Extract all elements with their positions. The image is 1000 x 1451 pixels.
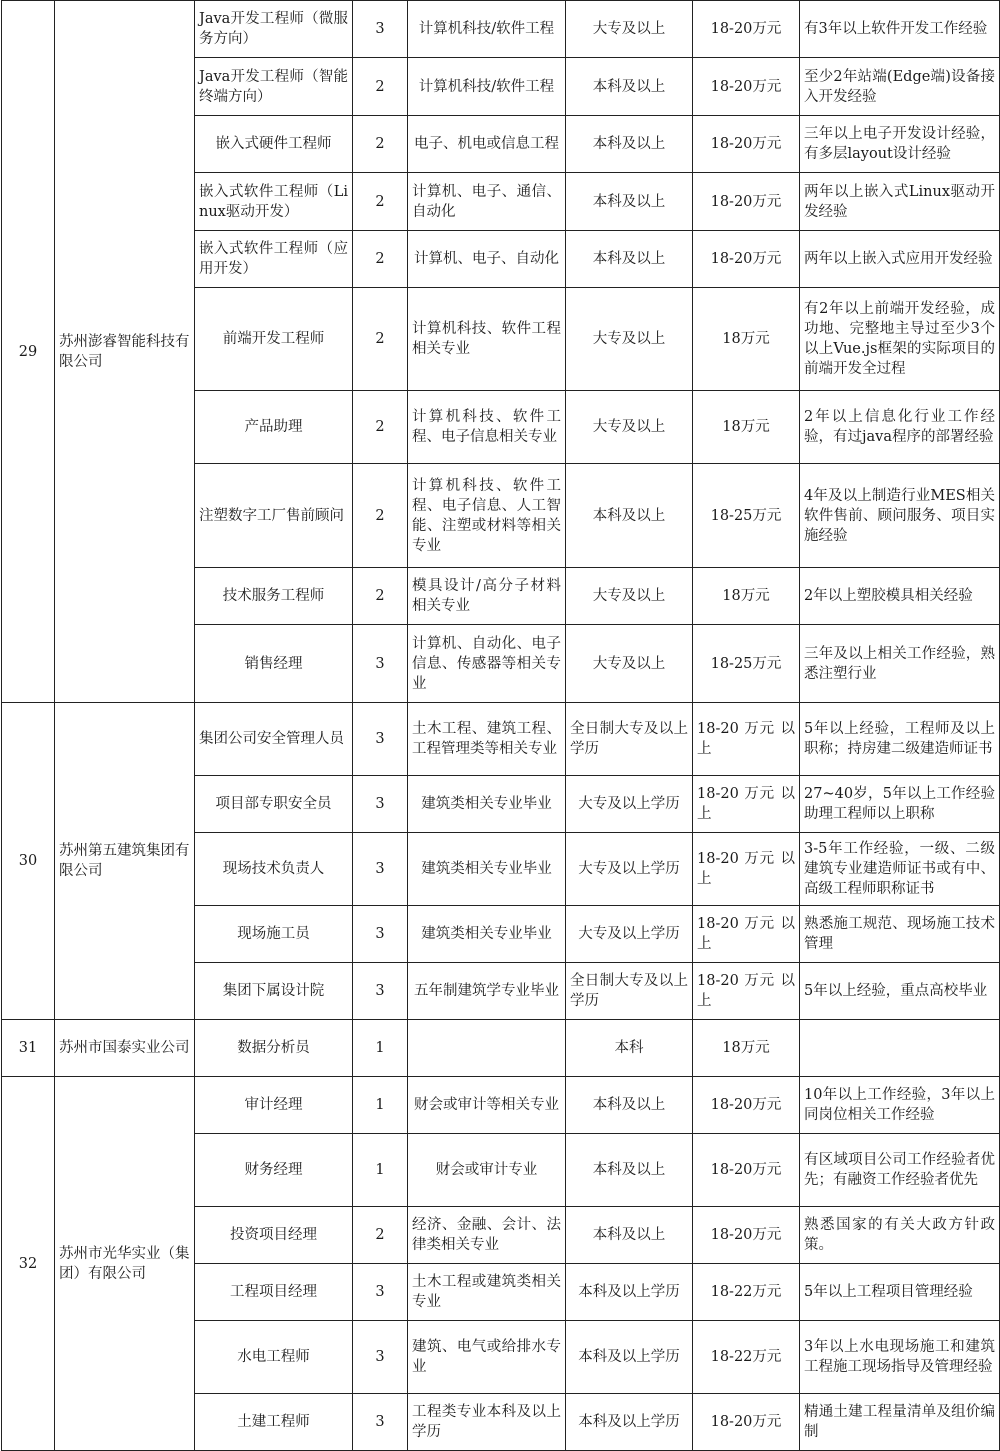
major-cell: [408, 1020, 566, 1077]
salary-cell: 18万元: [693, 1020, 800, 1077]
major-cell: 五年制建筑学专业毕业: [408, 963, 566, 1020]
major-cell: 建筑类相关专业毕业: [408, 776, 566, 833]
job-listing-table: [1, 0, 1000, 1451]
requirement-cell: 熟悉国家的有关大政方针政策。: [800, 1207, 1000, 1264]
position-cell: 水电工程师: [195, 1321, 353, 1394]
salary-cell: 18-20万元: [693, 1, 800, 58]
education-cell: 本科及以上: [566, 1207, 693, 1264]
requirement-cell: 两年以上嵌入式应用开发经验: [800, 231, 1000, 288]
salary-cell: 18-20万元: [693, 1134, 800, 1207]
headcount-cell: 3: [353, 963, 408, 1020]
major-cell: 财会或审计等相关专业: [408, 1077, 566, 1134]
position-cell: 嵌入式软件工程师（应用开发）: [195, 231, 353, 288]
requirement-cell: 3年以上水电现场施工和建筑工程施工现场指导及管理经验: [800, 1321, 1000, 1394]
requirement-cell: 精通土建工程量清单及组价编制: [800, 1394, 1000, 1451]
major-cell: 模具设计/高分子材料相关专业: [408, 568, 566, 625]
major-cell: 计算机科技/软件工程: [408, 58, 566, 116]
company-number-cell: 32: [2, 1077, 55, 1451]
salary-cell: 18-20万元: [693, 116, 800, 173]
company-name-cell: 苏州市国泰实业公司: [55, 1020, 195, 1077]
requirement-cell: 27~40岁，5年以上工作经验助理工程师以上职称: [800, 776, 1000, 833]
salary-cell: 18-20万元: [693, 173, 800, 231]
education-cell: 大专及以上学历: [566, 833, 693, 906]
education-cell: 大专及以上: [566, 568, 693, 625]
headcount-cell: 2: [353, 1207, 408, 1264]
education-cell: 本科及以上学历: [566, 1321, 693, 1394]
salary-cell: 18-20 万元 以上: [693, 703, 800, 776]
position-cell: 产品助理: [195, 391, 353, 464]
position-cell: Java开发工程师（智能终端方向）: [195, 58, 353, 116]
headcount-cell: 3: [353, 833, 408, 906]
headcount-cell: 3: [353, 1394, 408, 1451]
major-cell: 财会或审计专业: [408, 1134, 566, 1207]
requirement-cell: 三年以上电子开发设计经验，有多层layout设计经验: [800, 116, 1000, 173]
table-body: [2, 1, 1000, 1451]
salary-cell: 18-20万元: [693, 1394, 800, 1451]
education-cell: 大专及以上学历: [566, 776, 693, 833]
requirement-cell: 两年以上嵌入式Linux驱动开发经验: [800, 173, 1000, 231]
headcount-cell: 3: [353, 625, 408, 703]
major-cell: 建筑、电气或给排水专业: [408, 1321, 566, 1394]
company-number-cell: 30: [2, 703, 55, 1020]
headcount-cell: 2: [353, 464, 408, 568]
salary-cell: 18-22万元: [693, 1264, 800, 1321]
headcount-cell: 3: [353, 776, 408, 833]
position-cell: 销售经理: [195, 625, 353, 703]
company-name-cell: 苏州市光华实业（集团）有限公司: [55, 1077, 195, 1451]
company-number-cell: 31: [2, 1020, 55, 1077]
company-name-cell: 苏州第五建筑集团有限公司: [55, 703, 195, 1020]
headcount-cell: 2: [353, 568, 408, 625]
table-row: [2, 703, 1000, 776]
company-name-cell: 苏州澎睿智能科技有限公司: [55, 1, 195, 703]
position-cell: 注塑数字工厂售前顾问: [195, 464, 353, 568]
requirement-cell: 有2年以上前端开发经验，成功地、完整地主导过至少3个以上Vue.js框架的实际项目的前端开发全过程: [800, 288, 1000, 391]
education-cell: 本科及以上: [566, 173, 693, 231]
requirement-cell: 有区域项目公司工作经验者优先；有融资工作经验者优先: [800, 1134, 1000, 1207]
major-cell: 建筑类相关专业毕业: [408, 833, 566, 906]
headcount-cell: 3: [353, 1, 408, 58]
major-cell: 计算机科技/软件工程: [408, 1, 566, 58]
major-cell: 电子、机电或信息工程: [408, 116, 566, 173]
position-cell: 现场施工员: [195, 906, 353, 963]
salary-cell: 18-20万元: [693, 1207, 800, 1264]
education-cell: 本科及以上: [566, 231, 693, 288]
position-cell: 现场技术负责人: [195, 833, 353, 906]
salary-cell: 18-20 万元 以上: [693, 963, 800, 1020]
position-cell: 项目部专职安全员: [195, 776, 353, 833]
salary-cell: 18-20 万元 以上: [693, 776, 800, 833]
position-cell: 审计经理: [195, 1077, 353, 1134]
education-cell: 大专及以上: [566, 1, 693, 58]
salary-cell: 18-25万元: [693, 625, 800, 703]
major-cell: 计算机科技、软件工程相关专业: [408, 288, 566, 391]
major-cell: 计算机、电子、自动化: [408, 231, 566, 288]
requirement-cell: 三年及以上相关工作经验，熟悉注塑行业: [800, 625, 1000, 703]
major-cell: 计算机科技、软件工程、电子信息、人工智能、注塑或材料等相关专业: [408, 464, 566, 568]
salary-cell: 18万元: [693, 288, 800, 391]
table-row: [2, 1077, 1000, 1134]
position-cell: 嵌入式硬件工程师: [195, 116, 353, 173]
requirement-cell: 有3年以上软件开发工作经验: [800, 1, 1000, 58]
major-cell: 计算机科技、软件工程、电子信息相关专业: [408, 391, 566, 464]
major-cell: 经济、金融、会计、法律类相关专业: [408, 1207, 566, 1264]
salary-cell: 18-25万元: [693, 464, 800, 568]
major-cell: 建筑类相关专业毕业: [408, 906, 566, 963]
table-row: [2, 1, 1000, 58]
table-row: [2, 1020, 1000, 1077]
education-cell: 本科: [566, 1020, 693, 1077]
requirement-cell: 熟悉施工规范、现场施工技术管理: [800, 906, 1000, 963]
education-cell: 本科及以上学历: [566, 1394, 693, 1451]
headcount-cell: 3: [353, 703, 408, 776]
headcount-cell: 2: [353, 391, 408, 464]
position-cell: 工程项目经理: [195, 1264, 353, 1321]
major-cell: 土木工程或建筑类相关专业: [408, 1264, 566, 1321]
education-cell: 本科及以上学历: [566, 1264, 693, 1321]
education-cell: 本科及以上: [566, 1134, 693, 1207]
education-cell: 本科及以上: [566, 58, 693, 116]
headcount-cell: 2: [353, 173, 408, 231]
education-cell: 大专及以上: [566, 625, 693, 703]
requirement-cell: 5年以上经验，重点高校毕业: [800, 963, 1000, 1020]
salary-cell: 18万元: [693, 568, 800, 625]
headcount-cell: 3: [353, 906, 408, 963]
education-cell: 大专及以上: [566, 391, 693, 464]
headcount-cell: 2: [353, 288, 408, 391]
position-cell: 技术服务工程师: [195, 568, 353, 625]
education-cell: 全日制大专及以上学历: [566, 963, 693, 1020]
education-cell: 全日制大专及以上学历: [566, 703, 693, 776]
requirement-cell: 2年以上塑胶模具相关经验: [800, 568, 1000, 625]
company-number-cell: 29: [2, 1, 55, 703]
requirement-cell: 4年及以上制造行业MES相关软件售前、顾问服务、项目实施经验: [800, 464, 1000, 568]
education-cell: 大专及以上: [566, 288, 693, 391]
requirement-cell: 3-5年工作经验，一级、二级建筑专业建造师证书或有中、高级工程师职称证书: [800, 833, 1000, 906]
salary-cell: 18万元: [693, 391, 800, 464]
position-cell: 集团公司安全管理人员: [195, 703, 353, 776]
major-cell: 工程类专业本科及以上学历: [408, 1394, 566, 1451]
requirement-cell: [800, 1020, 1000, 1077]
education-cell: 本科及以上: [566, 464, 693, 568]
position-cell: 投资项目经理: [195, 1207, 353, 1264]
headcount-cell: 2: [353, 58, 408, 116]
education-cell: 大专及以上学历: [566, 906, 693, 963]
position-cell: 集团下属设计院: [195, 963, 353, 1020]
education-cell: 本科及以上: [566, 1077, 693, 1134]
major-cell: 计算机、自动化、电子信息、传感器等相关专业: [408, 625, 566, 703]
headcount-cell: 3: [353, 1321, 408, 1394]
position-cell: Java开发工程师（微服务方向）: [195, 1, 353, 58]
requirement-cell: 至少2年站端(Edge端)设备接入开发经验: [800, 58, 1000, 116]
headcount-cell: 1: [353, 1077, 408, 1134]
salary-cell: 18-22万元: [693, 1321, 800, 1394]
salary-cell: 18-20 万元 以上: [693, 833, 800, 906]
headcount-cell: 1: [353, 1134, 408, 1207]
headcount-cell: 1: [353, 1020, 408, 1077]
position-cell: 土建工程师: [195, 1394, 353, 1451]
requirement-cell: 5年以上经验，工程师及以上职称；持房建二级建造师证书: [800, 703, 1000, 776]
headcount-cell: 3: [353, 1264, 408, 1321]
salary-cell: 18-20 万元 以上: [693, 906, 800, 963]
major-cell: 计算机、电子、通信、自动化: [408, 173, 566, 231]
salary-cell: 18-20万元: [693, 58, 800, 116]
requirement-cell: 5年以上工程项目管理经验: [800, 1264, 1000, 1321]
education-cell: 本科及以上: [566, 116, 693, 173]
headcount-cell: 2: [353, 116, 408, 173]
requirement-cell: 10年以上工作经验，3年以上同岗位相关工作经验: [800, 1077, 1000, 1134]
position-cell: 前端开发工程师: [195, 288, 353, 391]
salary-cell: 18-20万元: [693, 231, 800, 288]
position-cell: 财务经理: [195, 1134, 353, 1207]
position-cell: 嵌入式软件工程师（Linux驱动开发）: [195, 173, 353, 231]
major-cell: 土木工程、建筑工程、工程管理类等相关专业: [408, 703, 566, 776]
position-cell: 数据分析员: [195, 1020, 353, 1077]
headcount-cell: 2: [353, 231, 408, 288]
salary-cell: 18-20万元: [693, 1077, 800, 1134]
requirement-cell: 2年以上信息化行业工作经验，有过java程序的部署经验: [800, 391, 1000, 464]
